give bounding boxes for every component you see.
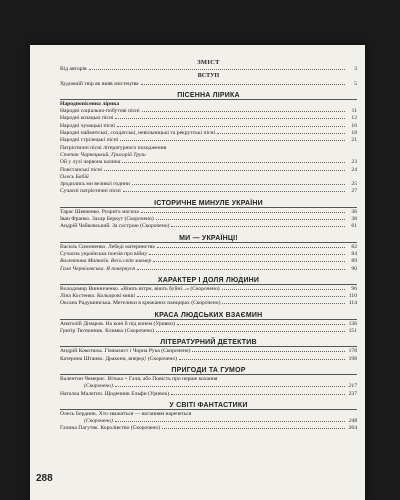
toc-entry-page: 84 — [351, 250, 357, 257]
toc-entry-title: Андрій Чайковський. За сестрою (Скорочено) — [60, 223, 170, 230]
toc-entry-page: 151 — [348, 328, 357, 335]
toc-entry — [60, 181, 357, 188]
toc-entry-title: Сучасна українська поезія про війну — [60, 250, 148, 257]
toc-entry — [60, 266, 357, 273]
toc-entry — [60, 293, 357, 300]
toc-entry-title: Володимир Винниченко. «Віють вітри, віють буйні...» (Скорочено) — [60, 285, 220, 292]
toc-entry — [60, 152, 357, 159]
toc-entry-title: Народні соціально-побутові пісні — [60, 108, 140, 115]
dot-leader — [217, 133, 345, 134]
toc-entry — [60, 411, 357, 418]
toc-entry — [60, 286, 357, 293]
toc-entry-title: Наталка Малетич. Щоденник Ельфи (Уривок) — [60, 390, 170, 397]
table-of-contents — [60, 59, 357, 433]
toc-entry — [60, 66, 357, 73]
toc-entry — [60, 251, 357, 258]
toc-entry — [60, 73, 357, 80]
section-title: ПІСЕННА ЛІРИКА — [60, 91, 357, 100]
toc-entry — [60, 167, 357, 174]
dot-leader — [132, 184, 345, 185]
dot-leader — [120, 140, 345, 141]
toc-entry-page: 198 — [348, 355, 357, 362]
toc-entry-title: Тарас Шевченко. Розрита могила — [60, 208, 139, 215]
dot-leader — [122, 162, 345, 163]
toc-entry — [60, 356, 357, 363]
dot-leader — [115, 386, 345, 387]
toc-heading: ЗМІСТ — [197, 59, 220, 66]
toc-entry — [60, 383, 357, 390]
dot-leader — [156, 331, 345, 332]
toc-entry-page: 178 — [348, 348, 357, 355]
toc-entry-page: 36 — [351, 208, 357, 215]
toc-entry-title: Галина Пагутяк. Королівство (Скорочено) — [60, 425, 161, 432]
toc-entry-page: 21 — [351, 137, 357, 144]
dot-leader — [171, 394, 345, 395]
dot-leader — [156, 219, 345, 220]
dot-leader — [222, 289, 345, 290]
toc-entry — [60, 321, 357, 328]
section-title: У СВІТІ ФАНТАСТИКИ — [60, 401, 357, 410]
toc-entry — [60, 123, 357, 130]
toc-entry-title: Катерина Штанко. Дракони, вперед! (Скорочено) — [60, 355, 178, 362]
toc-entry — [60, 81, 357, 88]
toc-entry — [60, 101, 357, 108]
toc-entry-page: 89 — [351, 258, 357, 265]
dot-leader — [177, 324, 345, 325]
dot-leader — [115, 421, 345, 422]
toc-entry — [60, 130, 357, 137]
section-title: ХАРАКТЕР І ДОЛЯ ЛЮДИНИ — [60, 276, 357, 285]
toc-entry-title: (Скорочено) — [84, 383, 113, 390]
dot-leader — [104, 170, 345, 171]
toc-entry-page: 18 — [351, 130, 357, 137]
toc-entry-page: 110 — [348, 293, 357, 300]
section-title: ІСТОРИЧНЕ МИНУЛЕ УКРАЇНИ — [60, 199, 357, 208]
dot-leader — [157, 247, 345, 248]
toc-entry-page: 11 — [351, 108, 357, 115]
toc-entry-page: 96 — [351, 285, 357, 292]
toc-entry-title: Народні стрілецькі пісні — [60, 137, 119, 144]
toc-entry-title: Народні козацькі пісні — [60, 115, 114, 122]
toc-entry — [60, 391, 357, 398]
section-title: ПРИГОДИ ТА ГУМОР — [60, 366, 357, 375]
toc-entry-page: 90 — [351, 265, 357, 272]
dot-leader — [142, 111, 345, 112]
toc-entry-title: Від авторів — [60, 66, 87, 72]
toc-entry — [60, 300, 357, 307]
toc-entry-title: Василь Симоненко. Лебеді материнства — [60, 243, 155, 250]
toc-entry-title: Народні чумацькі пісні — [60, 122, 116, 129]
dot-leader — [179, 359, 345, 360]
toc-entry-title: Степан Чарнецький, Григорій Труш — [60, 151, 146, 158]
toc-entry-page: 237 — [348, 390, 357, 397]
toc-entry-title: Зродились ми великої години — [60, 181, 130, 188]
toc-entry-title: Народнопісенна лірика — [60, 100, 120, 107]
toc-entry-title: ВСТУП — [197, 73, 220, 80]
toc-entry-page: 23 — [351, 159, 357, 166]
toc-entry-page: 25 — [351, 181, 357, 188]
book-page — [30, 45, 365, 500]
toc-entry-page: 217 — [348, 383, 357, 390]
toc-entry — [60, 216, 357, 223]
section-title: МИ — УКРАЇНЦІ! — [60, 234, 357, 243]
dot-leader — [149, 254, 345, 255]
dot-leader — [222, 303, 345, 304]
toc-entry-page: 5 — [354, 80, 357, 87]
toc-entry — [60, 223, 357, 230]
toc-entry — [60, 348, 357, 355]
page-number: 288 — [36, 473, 53, 484]
dot-leader — [141, 212, 345, 213]
toc-entry-title: (Скорочено) — [84, 418, 113, 425]
toc-entry — [60, 376, 357, 383]
toc-entry-title: Анатолій Дімаров. На коні й під конем (Уривки) — [60, 320, 175, 327]
toc-entry — [60, 328, 357, 335]
toc-entry-page: 136 — [348, 320, 357, 327]
toc-entry-page: 82 — [351, 243, 357, 250]
toc-entry — [60, 418, 357, 425]
toc-entry-title: Художній твір як вияв мистецтва — [60, 80, 139, 87]
toc-entry-title: Повстанські пісні — [60, 166, 103, 173]
toc-entry — [60, 174, 357, 181]
toc-entry — [60, 108, 357, 115]
toc-entry-title: Валентина Матвєїв. Весь світ завмер — [60, 258, 152, 265]
toc-entry-page: 3 — [354, 66, 357, 72]
dot-leader — [162, 428, 345, 429]
toc-entry-page: 38 — [351, 216, 357, 223]
dot-leader — [115, 118, 345, 119]
toc-entry-title: Олесь Бердник. Хто зважиться — воганням наречеться — [60, 410, 192, 417]
toc-entry-page: 24 — [351, 166, 357, 173]
dot-leader — [137, 296, 345, 297]
toc-entry — [60, 209, 357, 216]
toc-entry — [60, 137, 357, 144]
toc-entry-title: Григір Тютюнник. Климко (Скорочено) — [60, 328, 154, 335]
toc-entry-title: Іван Франко. Захар Беркут (Скорочено) — [60, 216, 154, 223]
dot-leader — [123, 191, 345, 192]
toc-entry-title: Галя Чернілевська. Я повернуся — [60, 265, 135, 272]
toc-entry-title: Олесь Бабій — [60, 173, 89, 180]
toc-entry — [60, 425, 357, 432]
dot-leader — [117, 126, 345, 127]
toc-entry-page: 27 — [351, 188, 357, 195]
toc-entry-page: 12 — [351, 115, 357, 122]
dot-leader — [89, 69, 345, 70]
toc-entry-title: Валентин Чемерис. Вітька + Галя, або Повість про перше кохання — [60, 375, 218, 382]
toc-entry-title: Сучасні патріотичні пісні — [60, 188, 121, 195]
toc-entry-title: Ліна Костенко. Кольорові миші — [60, 293, 135, 300]
toc-entry — [60, 244, 357, 251]
toc-entry — [60, 188, 357, 195]
dot-leader — [171, 226, 345, 227]
toc-entry-page: 16 — [351, 122, 357, 129]
dot-leader — [153, 261, 345, 262]
section-title: КРАСА ЛЮДСЬКИХ ВЗАЄМИН — [60, 311, 357, 320]
toc-entry-page: 61 — [351, 223, 357, 230]
toc-entry-title: Оксана Радушинська. Метелики в крижаних панцирах (Скорочено) — [60, 300, 221, 307]
toc-entry-page: 248 — [348, 418, 357, 425]
dot-leader — [192, 351, 345, 352]
toc-entry-page: 114 — [348, 300, 357, 307]
toc-entry-title: Ой у лузі червона калина — [60, 159, 121, 166]
toc-entry — [60, 115, 357, 122]
toc-entry-page: 264 — [348, 425, 357, 432]
toc-entry — [60, 145, 357, 152]
toc-entry — [60, 159, 357, 166]
toc-entry-title: Народні наймитські, солдатські, невільницькі та рекрутські пісні — [60, 130, 216, 137]
dot-leader — [137, 269, 345, 270]
toc-entry-title: Андрій Кокотюха. Гімназист і Чорна Рука (Скорочено) — [60, 348, 191, 355]
toc-entry — [60, 258, 357, 265]
section-title: ЛІТЕРАТУРНИЙ ДЕТЕКТИВ — [60, 338, 357, 347]
toc-entry-title: Патріотичні пісні літературного походження — [60, 144, 167, 151]
dot-leader — [141, 84, 345, 85]
